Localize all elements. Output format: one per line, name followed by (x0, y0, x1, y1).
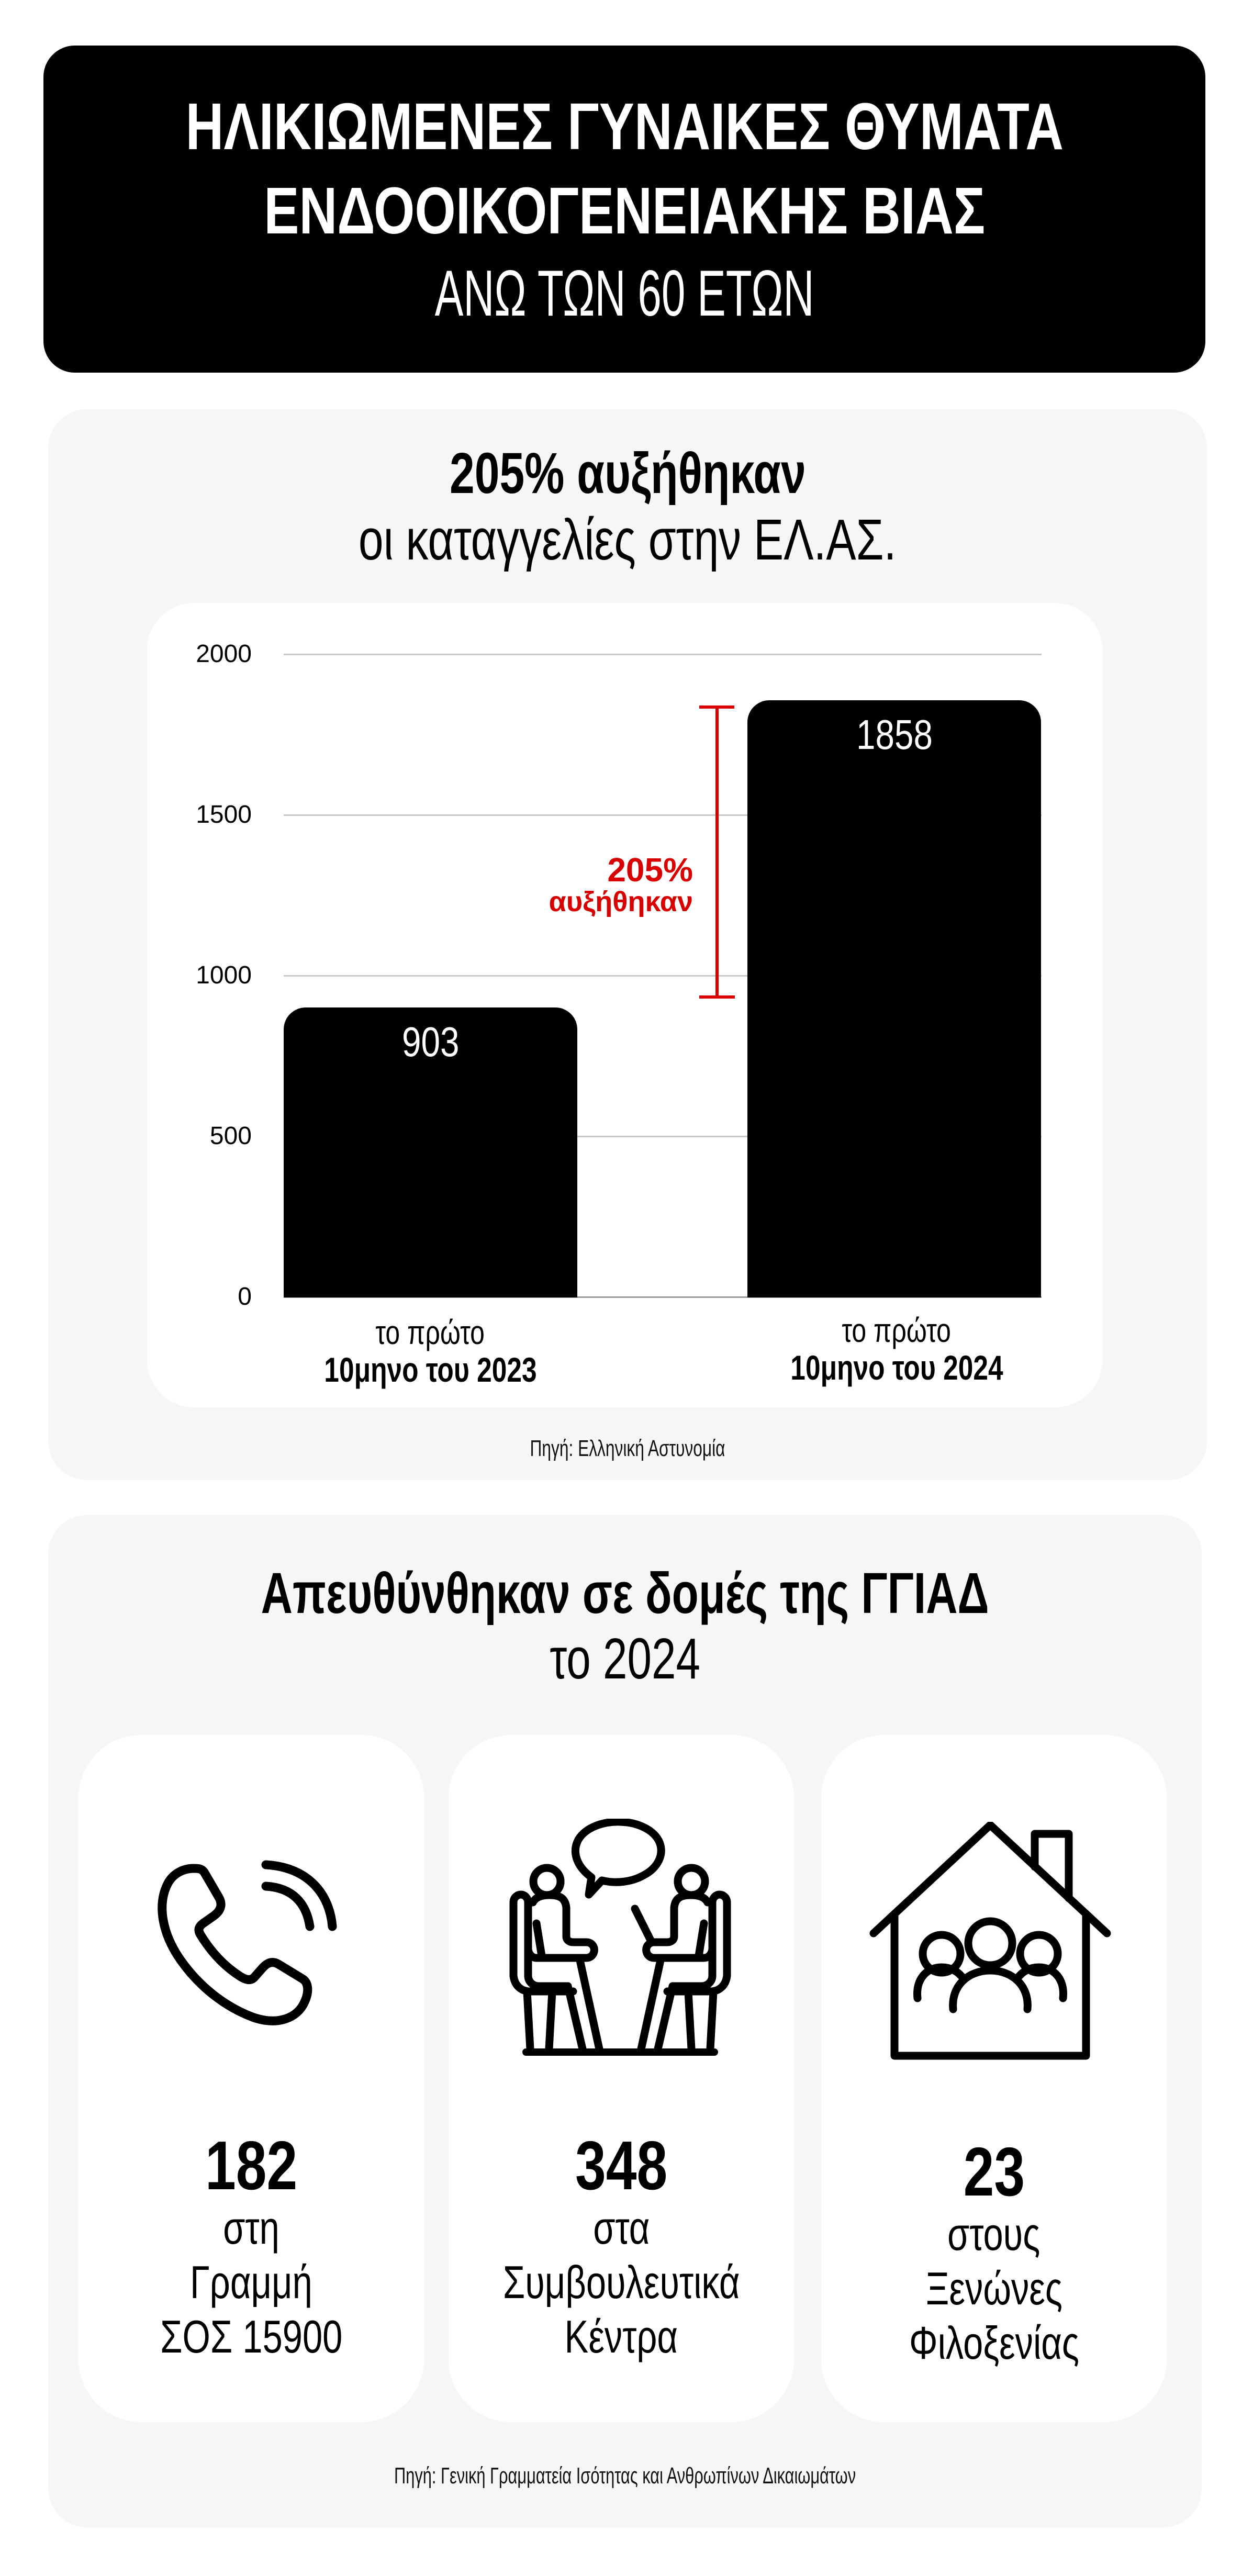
header-title-line1: ΗΛΙΚΙΩΜΕΝΕΣ ΓΥΝΑΙΚΕΣ ΘΥΜΑΤΑ (185, 89, 1064, 163)
chart-source-note: Πηγή: Ελληνική Αστυνομία (530, 1436, 725, 1461)
stat-desc-line: στη (223, 2202, 279, 2254)
y-tick-label: 1500 (196, 801, 252, 828)
stat-desc-line: Ξενώνες (925, 2263, 1062, 2314)
stat-desc-line: Γραμμή (190, 2256, 312, 2308)
complaints-chart-panel (48, 409, 1207, 1480)
increase-word: αυξήθηκαν (549, 886, 693, 917)
bar-chart (147, 603, 1102, 1407)
services-source-note: Πηγή: Γενική Γραμματεία Ισότητας και Ανθρωπίνων Δικαιωμάτων (394, 2463, 856, 2489)
stat-desc-line: Συμβουλευτικά (502, 2256, 740, 2308)
bar-2024 (747, 700, 1041, 1297)
bar-value-label: 903 (401, 1018, 460, 1065)
services-panel-subtitle: το 2024 (550, 1627, 700, 1691)
bar-value-label: 1858 (856, 711, 933, 758)
header-title-line2: ΕΝΔΟΟΙΚΟΓΕΝΕΙΑΚΗΣ ΒΙΑΣ (263, 174, 985, 248)
services-panel (48, 1515, 1202, 2527)
y-tick-label: 1000 (196, 961, 252, 989)
stat-card-sos-line (79, 1735, 424, 2422)
header-banner (43, 46, 1205, 373)
header-subtitle: ΑΝΩ ΤΩΝ 60 ΕΤΩΝ (434, 257, 814, 330)
stat-desc-line: ΣΟΣ 15900 (160, 2311, 343, 2362)
stat-number: 182 (205, 2127, 298, 2204)
stat-number: 23 (963, 2133, 1025, 2210)
shelter-house-icon (869, 1822, 1115, 2068)
x-category-label-2024: το πρώτο 10μηνο του 2024 (790, 1312, 1003, 1387)
stat-desc-line: Κέντρα (564, 2311, 678, 2362)
y-tick-label: 0 (238, 1283, 252, 1311)
stat-desc-line: Φιλοξενίας (909, 2317, 1079, 2369)
chart-panel-title: 205% αυξήθηκαν (449, 441, 806, 506)
counseling-icon (495, 1819, 746, 2070)
stat-number: 348 (575, 2127, 668, 2204)
phone-icon (157, 1855, 345, 2044)
stat-desc-line: στους (947, 2208, 1041, 2260)
gridline-2000 (284, 654, 1042, 655)
increase-bracket-bottom-cap (699, 995, 735, 999)
increase-annotation (549, 853, 693, 917)
services-panel-title: Απευθύνθηκαν σε δομές της ΓΓΙΑΔ (261, 1561, 989, 1626)
y-tick-label: 2000 (196, 640, 252, 668)
stat-desc-line: στα (592, 2202, 650, 2254)
y-tick-label: 500 (209, 1122, 252, 1150)
increase-percent: 205% (607, 851, 693, 889)
bar-2023 (284, 1007, 577, 1297)
increase-bracket-line (715, 707, 719, 997)
chart-panel-subtitle: οι καταγγελίες στην ΕΛ.ΑΣ. (359, 508, 897, 572)
x-category-label-2023: το πρώτο 10μηνο του 2023 (323, 1314, 537, 1389)
stat-card-counseling-centers (449, 1735, 794, 2422)
stat-card-shelters (821, 1735, 1167, 2422)
